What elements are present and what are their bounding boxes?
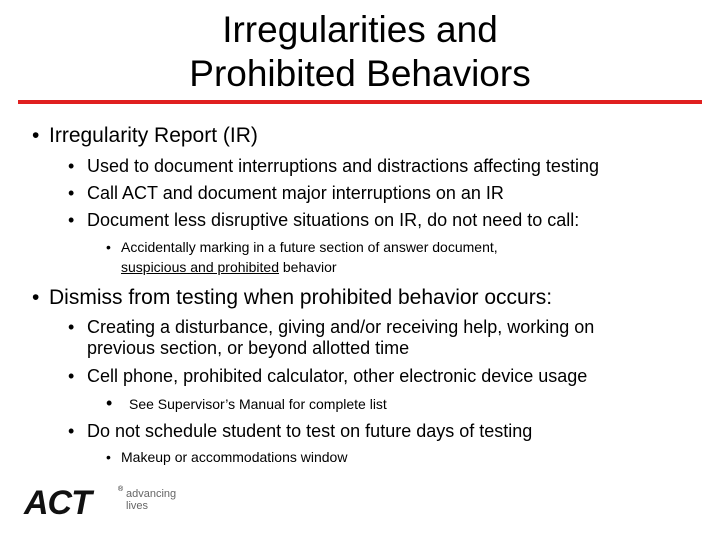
title-underline-rule — [18, 100, 702, 104]
dismiss-item-1-line-2: previous section, or beyond allotted time — [87, 338, 410, 358]
dismiss-item-2-sub: See Supervisor’s Manual for complete list — [129, 396, 387, 412]
ir-heading: Irregularity Report (IR) — [49, 124, 258, 147]
bullet-icon: • — [68, 156, 75, 176]
bullet-icon: • — [32, 286, 40, 309]
bullet-icon: • — [68, 421, 75, 441]
bullet-icon: • — [68, 366, 75, 386]
dismiss-item-1-line-1: Creating a disturbance, giving and/or receiving help, working on — [87, 317, 595, 337]
slide-title — [0, 8, 720, 96]
bullet-icon: • — [32, 124, 40, 147]
ir-sub-line-1: Accidentally marking in a future section of answer document, — [121, 239, 498, 255]
ir-item-3: Document less disruptive situations on IR, do not need to call: — [87, 210, 580, 230]
ir-sub-line-2 — [121, 259, 337, 275]
logo-wordmark: ACT — [24, 484, 91, 522]
bullet-icon: • — [68, 317, 75, 337]
logo-tagline-line-2: lives — [126, 500, 149, 512]
logo-registered-mark: ® — [118, 486, 124, 493]
logo-tagline-line-1: advancing — [126, 488, 177, 500]
bullet-icon: • — [68, 210, 75, 230]
bullet-icon: • — [106, 239, 111, 255]
logo-tagline — [126, 488, 176, 512]
title-line-1: Irregularities and — [222, 9, 498, 50]
dismiss-item-3: Do not schedule student to test on future days of testing — [87, 421, 533, 441]
bullet-icon: • — [106, 449, 111, 465]
ir-sub-underlined-text: suspicious and prohibited — [121, 259, 279, 275]
dismiss-heading: Dismiss from testing when prohibited behavior occurs: — [49, 286, 553, 309]
ir-item-1: Used to document interruptions and distractions affecting testing — [87, 156, 599, 176]
title-line-2: Prohibited Behaviors — [189, 53, 531, 94]
ir-item-2: Call ACT and document major interruptions on an IR — [87, 183, 504, 203]
ir-sub-rest-text: behavior — [279, 259, 337, 275]
dismiss-item-2: Cell phone, prohibited calculator, other electronic device usage — [87, 366, 588, 386]
bullet-icon: • — [68, 183, 75, 203]
dismiss-item-3-sub: Makeup or accommodations window — [121, 449, 348, 465]
bullet-icon: • — [106, 393, 113, 413]
